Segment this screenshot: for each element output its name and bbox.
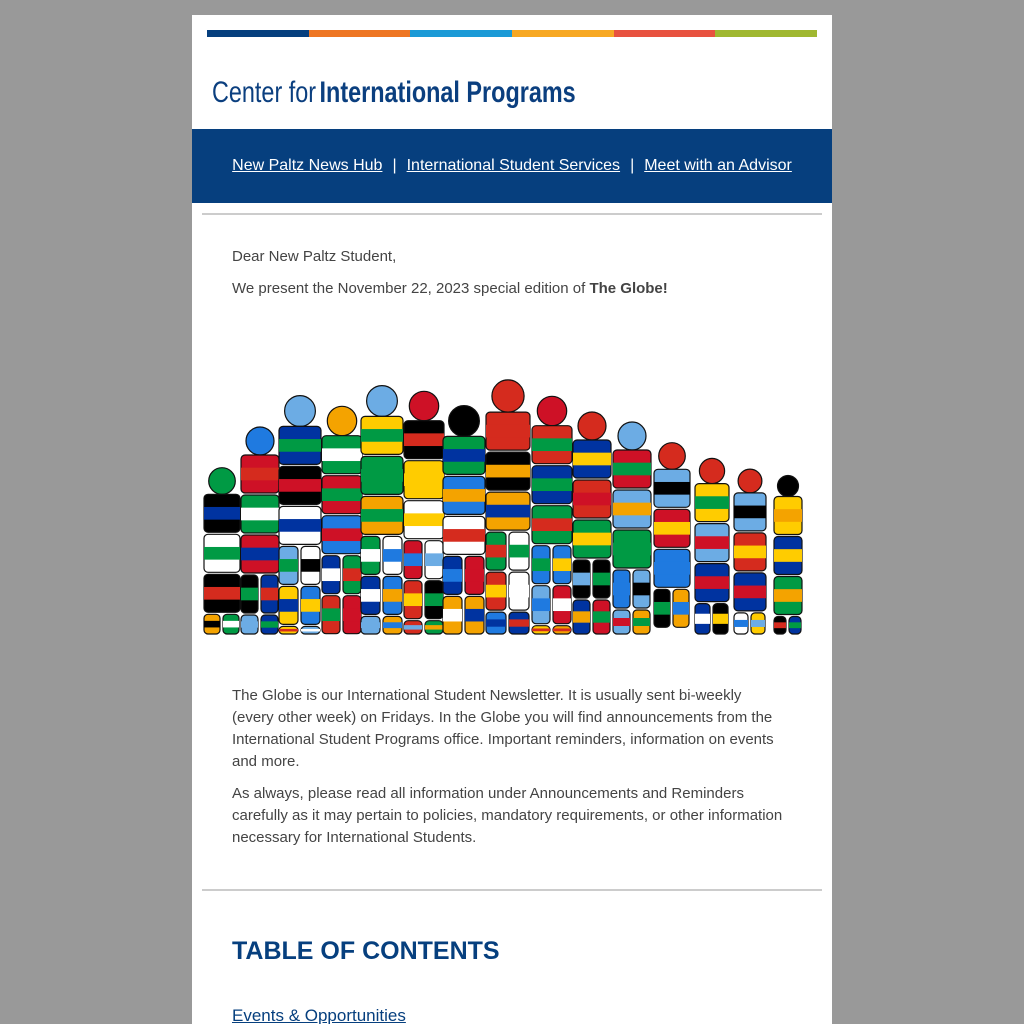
logo-text-bold: International Programs <box>319 76 576 109</box>
greeting: Dear New Paltz Student, <box>232 248 397 265</box>
person-silhouette <box>774 476 802 635</box>
person-silhouette <box>734 469 766 634</box>
person-silhouette <box>279 396 321 634</box>
person-silhouette <box>654 443 690 628</box>
person-silhouette <box>695 458 729 634</box>
people-flags-hero-image <box>202 359 822 639</box>
stripe-segment <box>512 30 614 37</box>
body-block <box>232 685 787 849</box>
nav-link-student-services[interactable]: International Student Services <box>406 157 621 174</box>
nav-link-news-hub[interactable]: New Paltz News Hub <box>232 157 383 174</box>
person-silhouette <box>322 406 362 633</box>
email-container <box>192 15 832 1024</box>
nav-bar <box>192 129 832 203</box>
stripe-segment <box>715 30 817 37</box>
intro-block <box>232 246 787 300</box>
divider <box>202 213 822 215</box>
toc-title: TABLE OF CONTENTS <box>232 937 500 965</box>
person-silhouette <box>361 386 403 634</box>
person-silhouette <box>532 396 572 634</box>
divider <box>202 889 822 891</box>
color-stripe <box>207 30 817 37</box>
intro-line-text: We present the November 22, 2023 special edition of <box>232 280 590 297</box>
nav-separator: | <box>392 157 397 174</box>
person-silhouette <box>443 406 485 634</box>
nav-separator: | <box>630 157 635 174</box>
stripe-segment <box>309 30 411 37</box>
toc-link-events[interactable]: Events & Opportunities <box>232 1006 406 1024</box>
person-silhouette <box>573 412 611 634</box>
person-silhouette <box>241 427 279 634</box>
stripe-segment <box>207 30 309 37</box>
cip-logo <box>212 76 678 110</box>
nav-link-meet-advisor[interactable]: Meet with an Advisor <box>644 157 792 174</box>
person-silhouette <box>204 468 240 634</box>
person-silhouette <box>613 422 651 634</box>
stripe-segment <box>410 30 512 37</box>
person-silhouette <box>486 380 530 634</box>
intro-line <box>232 278 787 300</box>
stripe-segment <box>614 30 716 37</box>
body-paragraph-2: As always, please read all information under Announcements and Reminders carefully as it may pertain to policies, mandatory requirements, or other information necessary for International Students. <box>232 785 783 846</box>
body-paragraph-1: The Globe is our International Student Newsletter. It is usually sent bi-weekly (every other week) on Fridays. In the Globe you will find announcements from the International Student Programs office. Important reminders, information on events and more. <box>232 687 774 770</box>
person-silhouette <box>404 391 444 634</box>
logo-text-light: Center for <box>212 76 317 109</box>
newsletter-name: The Globe! <box>589 280 668 297</box>
